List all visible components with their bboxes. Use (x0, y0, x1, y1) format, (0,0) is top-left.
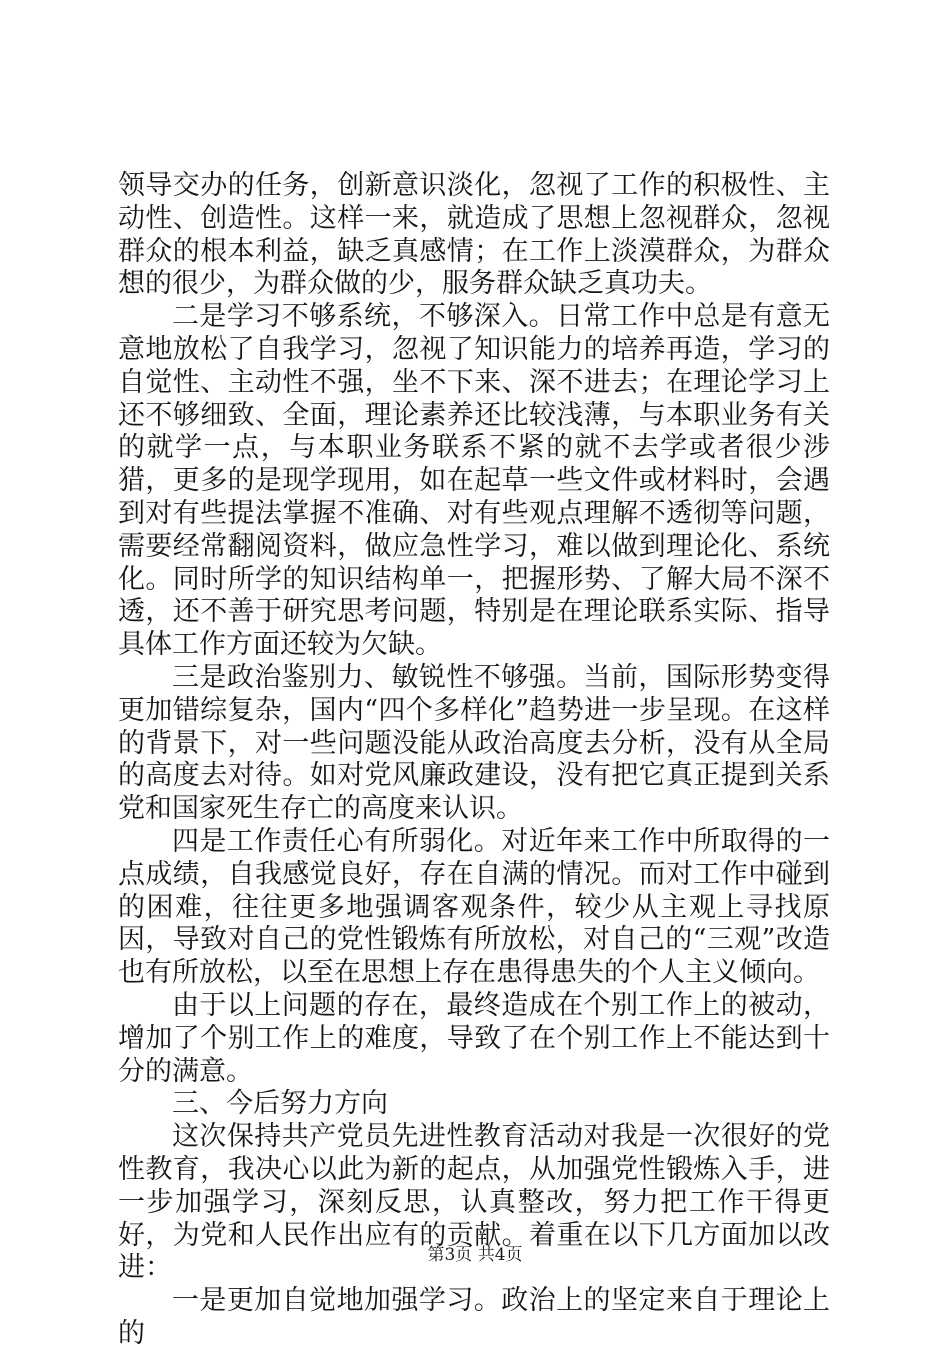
paragraph-3: 三是政治鉴别力、敏锐性不够强。当前，国际形势变得更加错综复杂，国内“四个多样化”趋势进一步呈现。在这样的背景下，对一些问题没能从政治高度去分析，没有从全局的高度去对待。如对党风廉政建设，没有把它真正提到关系党和国家死生存亡的高度来认识。 (118, 661, 830, 825)
document-body (118, 170, 830, 1351)
section-heading: 三、今后努力方向 (172, 1088, 388, 1120)
paragraph-4: 四是工作责任心有所弱化。对近年来工作中所取得的一点成绩，自我感觉良好，存在自满的情况。而对工作中碰到的困难，往往更多地强调客观条件，较少从主观上寻找原因，导致对自己的党性锻炼有所放松，对自己的“三观”改造也有所放松，以至在思想上存在患得患失的个人主义倾向。 (118, 825, 830, 989)
page-number-footer: 第3页 共4页 (427, 1245, 523, 1265)
paragraph-6: 这次保持共产党员先进性教育活动对我是一次很好的党性教育，我决心以此为新的起点，从加强党性锻炼入手，进一步加强学习，深刻反思，认真整改，努力把工作干得更好，为党和人民作出应有的贡献。着重在以下几方面加以改进： (118, 1121, 830, 1284)
paragraph-5: 由于以上问题的存在，最终造成在个别工作上的被动，增加了个别工作上的难度，导致了在个别工作上不能达到十分的满意。 (118, 989, 830, 1087)
paragraph-2: 二是学习不够系统，不够深入。日常工作中总是有意无意地放松了自我学习，忽视了知识能力的培养再造，学习的自觉性、主动性不强，坐不下来、深不进去；在理论学习上还不够细致、全面，理论素养还比较浅薄，与本职业务有关的就学一点，与本职业务联系不紧的就不去学或者很少涉猎，更多的是现学现用，如在起草一些文件或材料时，会遇到对有些提法掌握不准确、对有些观点理解不透彻等问题，需要经常翻阅资料，做应急性学习，难以做到理论化、系统化。同时所学的知识结构单一，把握形势、了解大局不深不透，还不善于研究思考问题，特别是在理论联系实际、指导具体工作方面还较为欠缺。 (118, 301, 830, 661)
paragraph-1: 领导交办的任务，创新意识淡化，忽视了工作的积极性、主动性、创造性。这样一来，就造成了思想上忽视群众，忽视群众的根本利益，缺乏真感情；在工作上淡漠群众，为群众想的很少，为群众做的少，服务群众缺乏真功夫。 (118, 170, 830, 300)
paragraph-7: 一是更加自觉地加强学习。政治上的坚定来自于理论上的 (118, 1285, 830, 1349)
